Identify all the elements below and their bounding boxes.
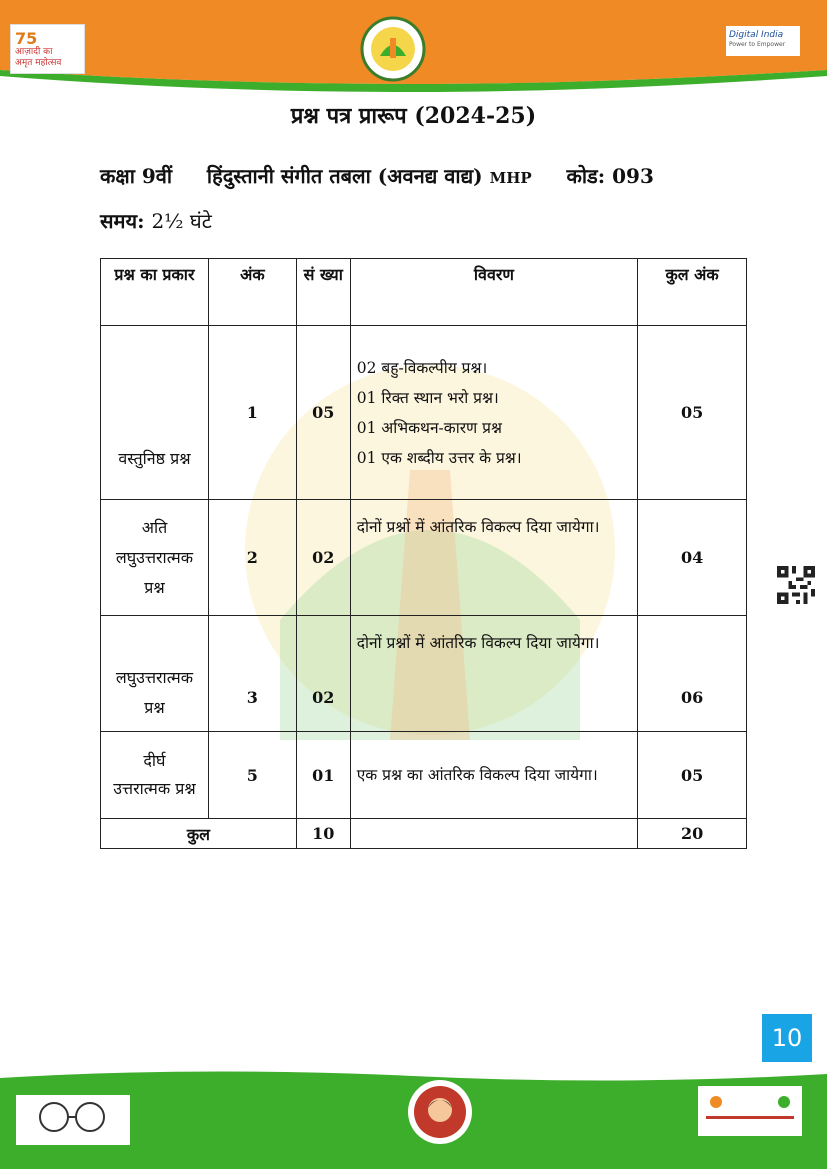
table-row [101,732,747,819]
azadi-ka-amrit-mahotsav-logo: 75 आज़ादी का अमृत महोत्सव [10,24,85,74]
time-label: समय: [100,209,145,233]
subject-label: हिंदुस्तानी संगीत तबला (अवनद्य वाद्य) [206,164,483,188]
row-total: 05 [638,732,747,819]
question-pattern-table [100,258,747,849]
row-details: दोनों प्रश्नों में आंतरिक विकल्प दिया जायेगा। [350,616,637,732]
subject-code-tag: MHP [489,169,532,187]
total-label: कुल [101,819,297,849]
header-details: विवरण [350,259,637,326]
code-label: कोड: [566,164,606,188]
header-total-marks: कुल अंक [638,259,747,326]
row-details: दोनों प्रश्नों में आंतरिक विकल्प दिया जायेगा। [350,500,637,616]
row-total: 04 [638,500,747,616]
swachh-bharat-logo [16,1095,130,1145]
row-question-type: वस्तुनिष्ठ प्रश्न [101,326,209,500]
table-header-row [101,259,747,326]
table-total-row [101,819,747,849]
total-count: 10 [296,819,350,849]
row-marks: 2 [208,500,296,616]
code-value: 093 [612,164,654,188]
row-count: 01 [296,732,350,819]
class-label: कक्षा 9वीं [100,164,173,188]
table-row [101,500,747,616]
row-question-type: अति लघुउत्तरात्मक प्रश्न [101,500,209,616]
row-count: 02 [296,616,350,732]
row-marks: 5 [208,732,296,819]
board-emblem-icon [360,16,426,82]
total-marks: 20 [638,819,747,849]
total-details-empty [350,819,637,849]
subject-line [100,162,654,189]
page-number-badge: 10 [762,1014,812,1062]
digital-india-logo: Digital India Power to Empower [726,26,800,56]
row-marks: 3 [208,616,296,732]
row-count: 05 [296,326,350,500]
header-marks: अंक [208,259,296,326]
row-total: 05 [638,326,747,500]
header-question-type: प्रश्न का प्रकार [101,259,209,326]
time-value: 2½ घंटे [151,209,212,233]
row-count: 02 [296,500,350,616]
row-details: 02 बहु-विकल्पीय प्रश्न। 01 रिक्त स्थान भरो प्रश्न। 01 अभिकथन-कारण प्रश्न 01 एक शब्दीय उत्तर के प्रश्न। [350,326,637,500]
row-question-type: दीर्घ उत्तरात्मक प्रश्न [101,732,209,819]
time-line [100,207,212,234]
row-question-type: लघुउत्तरात्मक प्रश्न [101,616,209,732]
row-marks: 1 [208,326,296,500]
qr-code-icon [776,566,816,604]
beti-bachao-logo [406,1078,474,1146]
header-count: सं ख्या [296,259,350,326]
row-total: 06 [638,616,747,732]
table-row [101,616,747,732]
table-row [101,326,747,500]
row-details: एक प्रश्न का आंतरिक विकल्प दिया जायेगा। [350,732,637,819]
page-title: प्रश्न पत्र प्रारूप (2024-25) [290,103,537,129]
shiksha-ka-adhikar-logo [698,1086,802,1136]
